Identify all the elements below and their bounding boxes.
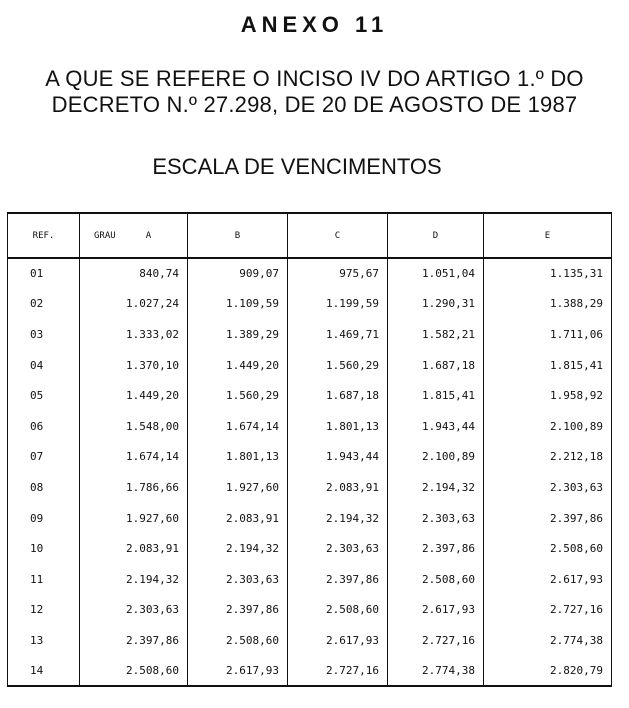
value-cell-e: 2.212,18 [484, 442, 612, 473]
value-cell-a: 2.397,86 [80, 625, 188, 656]
column-header-e: E [484, 213, 612, 258]
reference-line-1: A QUE SE REFERE O INCISO IV DO ARTIGO 1.º DO [45, 66, 584, 91]
table-row [8, 472, 612, 503]
value-cell-c: 1.687,18 [288, 380, 388, 411]
salary-scale-table [7, 212, 612, 687]
value-cell-a: 2.303,63 [80, 595, 188, 626]
value-cell-b: 2.083,91 [188, 503, 288, 534]
value-cell-a: 2.508,60 [80, 656, 188, 687]
value-cell-a: 1.786,66 [80, 472, 188, 503]
table-header-row [8, 213, 612, 258]
column-header-a: A [145, 230, 152, 241]
value-cell-c: 2.508,60 [288, 595, 388, 626]
ref-cell: 03 [8, 319, 80, 350]
value-cell-b: 2.397,86 [188, 595, 288, 626]
value-cell-a: 1.927,60 [80, 503, 188, 534]
value-cell-a: 1.548,00 [80, 411, 188, 442]
value-cell-b: 1.109,59 [188, 289, 288, 320]
scale-title: ESCALA DE VENCIMENTOS [152, 154, 442, 179]
column-header-grau-a [80, 213, 188, 258]
value-cell-e: 1.388,29 [484, 289, 612, 320]
table-row [8, 442, 612, 473]
column-header-d: D [388, 213, 484, 258]
ref-cell: 08 [8, 472, 80, 503]
ref-cell: 02 [8, 289, 80, 320]
value-cell-b: 1.449,20 [188, 350, 288, 381]
value-cell-d: 1.051,04 [388, 258, 484, 289]
value-cell-c: 1.943,44 [288, 442, 388, 473]
value-cell-c: 2.194,32 [288, 503, 388, 534]
value-cell-e: 2.727,16 [484, 595, 612, 626]
table-row [8, 503, 612, 534]
value-cell-d: 2.397,86 [388, 533, 484, 564]
value-cell-d: 1.687,18 [388, 350, 484, 381]
table-row [8, 380, 612, 411]
value-cell-b: 1.560,29 [188, 380, 288, 411]
value-cell-b: 1.674,14 [188, 411, 288, 442]
ref-cell: 04 [8, 350, 80, 381]
value-cell-c: 1.801,13 [288, 411, 388, 442]
table-row [8, 564, 612, 595]
column-header-b: B [188, 213, 288, 258]
column-header-c: C [288, 213, 388, 258]
column-header-ref: REF. [8, 213, 80, 258]
value-cell-a: 2.083,91 [80, 533, 188, 564]
value-cell-d: 1.815,41 [388, 380, 484, 411]
value-cell-c: 2.397,86 [288, 564, 388, 595]
ref-cell: 09 [8, 503, 80, 534]
ref-cell: 05 [8, 380, 80, 411]
value-cell-e: 1.135,31 [484, 258, 612, 289]
table-row [8, 258, 612, 289]
value-cell-b: 2.194,32 [188, 533, 288, 564]
value-cell-e: 2.397,86 [484, 503, 612, 534]
value-cell-d: 1.290,31 [388, 289, 484, 320]
value-cell-e: 1.815,41 [484, 350, 612, 381]
table-row [8, 533, 612, 564]
table-row [8, 656, 612, 687]
value-cell-d: 2.774,38 [388, 656, 484, 687]
value-cell-e: 2.617,93 [484, 564, 612, 595]
table-row [8, 289, 612, 320]
table-row [8, 319, 612, 350]
value-cell-a: 1.370,10 [80, 350, 188, 381]
ref-cell: 12 [8, 595, 80, 626]
ref-cell: 06 [8, 411, 80, 442]
ref-cell: 13 [8, 625, 80, 656]
value-cell-e: 1.958,92 [484, 380, 612, 411]
ref-cell: 10 [8, 533, 80, 564]
value-cell-a: 840,74 [80, 258, 188, 289]
value-cell-d: 2.727,16 [388, 625, 484, 656]
value-cell-a: 2.194,32 [80, 564, 188, 595]
ref-cell: 01 [8, 258, 80, 289]
value-cell-e: 2.774,38 [484, 625, 612, 656]
value-cell-c: 2.617,93 [288, 625, 388, 656]
value-cell-b: 2.617,93 [188, 656, 288, 687]
value-cell-b: 1.389,29 [188, 319, 288, 350]
value-cell-d: 2.508,60 [388, 564, 484, 595]
value-cell-b: 909,07 [188, 258, 288, 289]
value-cell-d: 1.943,44 [388, 411, 484, 442]
ref-cell: 11 [8, 564, 80, 595]
ref-cell: 14 [8, 656, 80, 687]
value-cell-e: 2.100,89 [484, 411, 612, 442]
value-cell-b: 1.801,13 [188, 442, 288, 473]
value-cell-d: 1.582,21 [388, 319, 484, 350]
ref-cell: 07 [8, 442, 80, 473]
annex-title: ANEXO 11 [240, 12, 389, 37]
value-cell-c: 2.083,91 [288, 472, 388, 503]
value-cell-a: 1.674,14 [80, 442, 188, 473]
value-cell-d: 2.303,63 [388, 503, 484, 534]
value-cell-b: 2.303,63 [188, 564, 288, 595]
table-row [8, 350, 612, 381]
value-cell-e: 1.711,06 [484, 319, 612, 350]
value-cell-d: 2.617,93 [388, 595, 484, 626]
table-row [8, 595, 612, 626]
value-cell-c: 1.199,59 [288, 289, 388, 320]
value-cell-c: 2.727,16 [288, 656, 388, 687]
table-row [8, 411, 612, 442]
value-cell-d: 2.194,32 [388, 472, 484, 503]
value-cell-d: 2.100,89 [388, 442, 484, 473]
value-cell-a: 1.333,02 [80, 319, 188, 350]
reference-line-2: DECRETO N.º 27.298, DE 20 DE AGOSTO DE 1987 [51, 92, 578, 117]
table-row [8, 625, 612, 656]
value-cell-a: 1.449,20 [80, 380, 188, 411]
value-cell-e: 2.303,63 [484, 472, 612, 503]
value-cell-c: 2.303,63 [288, 533, 388, 564]
value-cell-b: 2.508,60 [188, 625, 288, 656]
value-cell-b: 1.927,60 [188, 472, 288, 503]
value-cell-e: 2.508,60 [484, 533, 612, 564]
value-cell-c: 1.469,71 [288, 319, 388, 350]
column-header-grau: GRAU [94, 230, 116, 241]
value-cell-a: 1.027,24 [80, 289, 188, 320]
value-cell-e: 2.820,79 [484, 656, 612, 687]
value-cell-c: 1.560,29 [288, 350, 388, 381]
value-cell-c: 975,67 [288, 258, 388, 289]
